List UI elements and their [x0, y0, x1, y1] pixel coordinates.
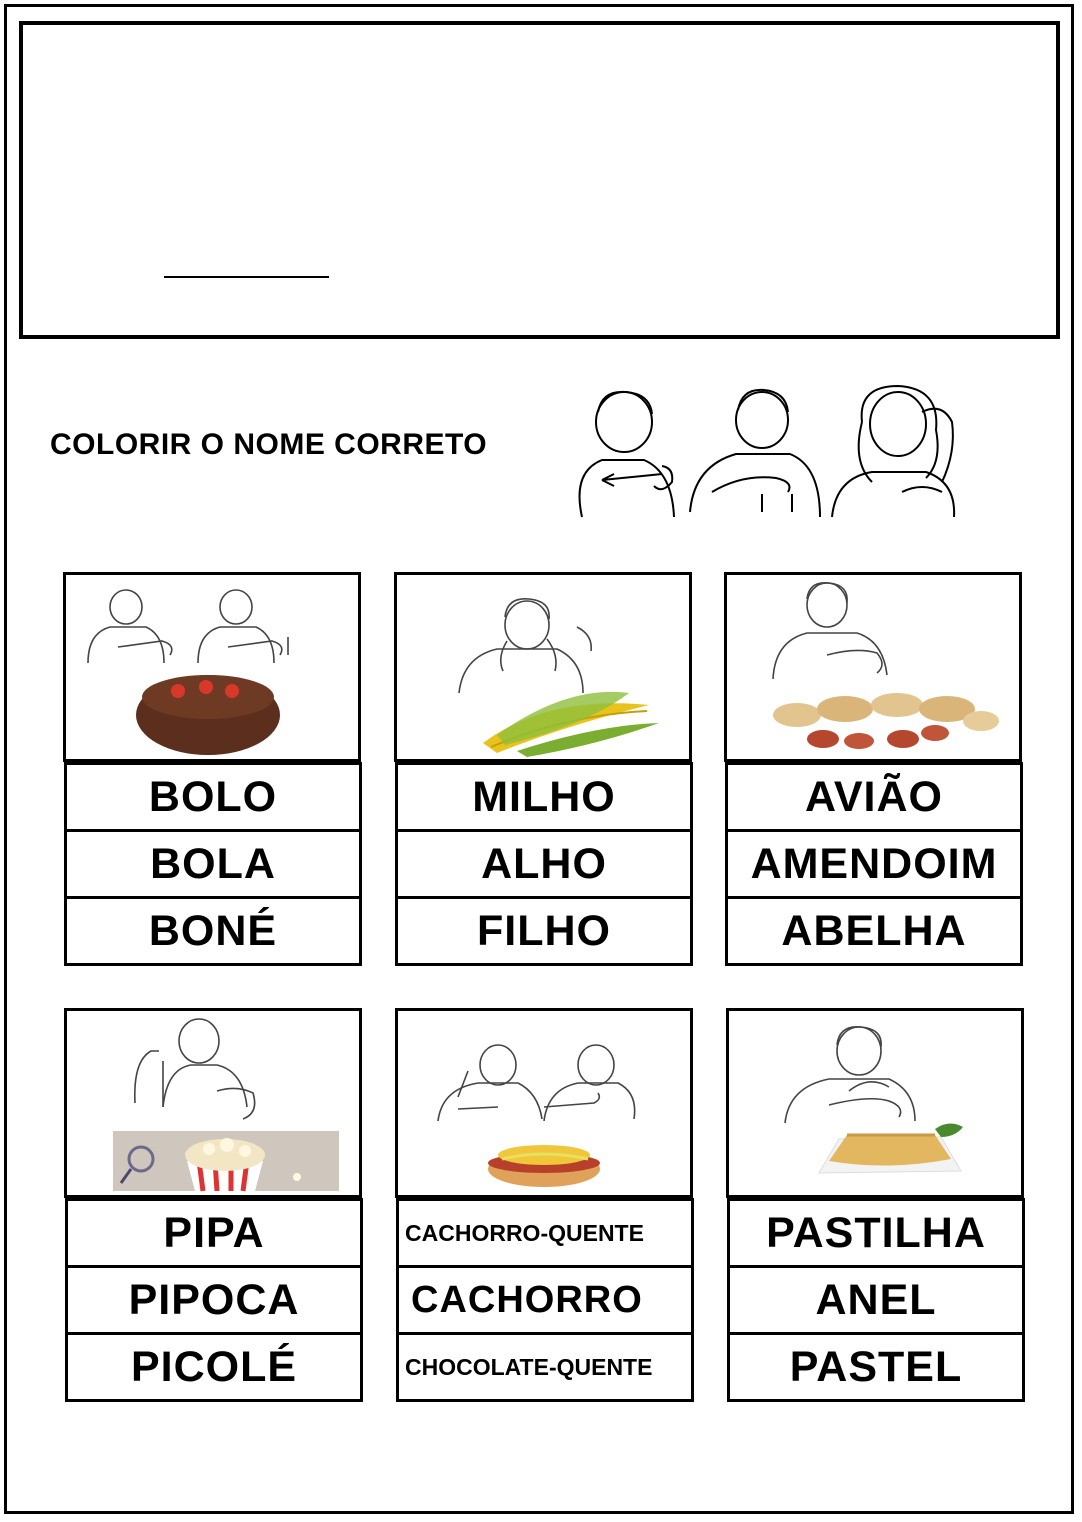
card-picture [64, 1008, 362, 1198]
instruction-title: COLORIR O NOME CORRETO [50, 428, 488, 461]
sign-pastel-icon [729, 1011, 1024, 1198]
option-alho[interactable]: ALHO [395, 829, 693, 899]
option-bone[interactable]: BONÉ [64, 896, 362, 966]
option-abelha[interactable]: ABELHA [725, 896, 1023, 966]
option-milho[interactable]: MILHO [395, 762, 693, 832]
option-anel[interactable]: ANEL [727, 1265, 1025, 1335]
sign-figure-3 [832, 386, 954, 517]
option-amendoim[interactable]: AMENDOIM [725, 829, 1023, 899]
sign-pipoca-icon [67, 1011, 362, 1198]
name-blank-line [164, 276, 329, 278]
sign-bolo-icon [66, 575, 361, 762]
option-pipoca[interactable]: PIPOCA [65, 1265, 363, 1335]
sign-cachorro-quente-icon [398, 1011, 693, 1198]
sign-figure-1 [580, 392, 675, 517]
option-picole[interactable]: PICOLÉ [65, 1332, 363, 1402]
option-cachorro-quente[interactable]: CACHORRO-QUENTE [396, 1198, 694, 1268]
option-bolo[interactable]: BOLO [64, 762, 362, 832]
option-pipa[interactable]: PIPA [65, 1198, 363, 1268]
option-pastel[interactable]: PASTEL [727, 1332, 1025, 1402]
option-pastilha[interactable]: PASTILHA [727, 1198, 1025, 1268]
card-picture [726, 1008, 1024, 1198]
sign-milho-icon [397, 575, 692, 762]
card-picture [724, 572, 1022, 762]
sign-figure-2 [690, 390, 820, 517]
card-picture [395, 1008, 693, 1198]
option-filho[interactable]: FILHO [395, 896, 693, 966]
option-bola[interactable]: BOLA [64, 829, 362, 899]
card-picture [63, 572, 361, 762]
option-cachorro[interactable]: CACHORRO [396, 1265, 694, 1335]
option-chocolate-quente[interactable]: CHOCOLATE-QUENTE [396, 1332, 694, 1402]
card-picture [394, 572, 692, 762]
option-aviao[interactable]: AVIÃO [725, 762, 1023, 832]
sign-amendoim-icon [727, 575, 1022, 762]
sign-language-illustration [562, 382, 962, 522]
header-box [19, 21, 1060, 339]
